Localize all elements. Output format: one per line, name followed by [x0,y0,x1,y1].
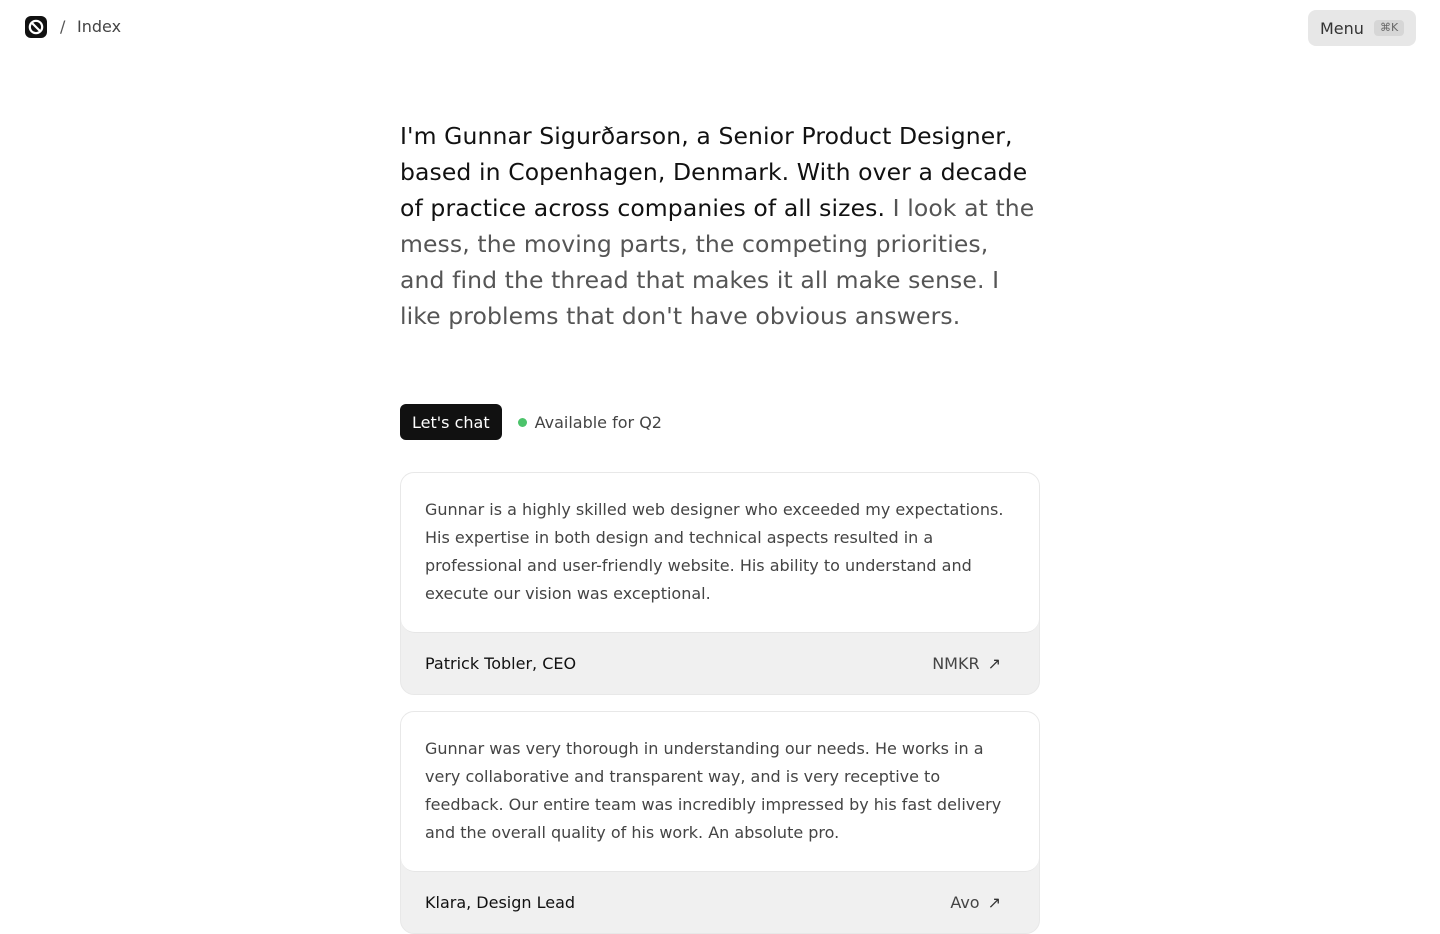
intro-primary: I'm Gunnar Sigurðarson, a Senior Product Designer, based in Copenhagen, Denmark. With over a decade of practice across companies of all sizes. [400,122,1028,222]
testimonial-footer [401,633,1039,694]
top-bar [0,0,1440,56]
company-name: NMKR [932,654,980,673]
testimonial-quote: Gunnar is a highly skilled web designer who exceeded my expectations. His expertise in both design and technical aspects resulted in a professional and user-friendly website. His ability to understand and execute our vision was exceptional. [425,500,1004,603]
testimonial-body [401,712,1039,872]
company-link[interactable] [950,893,1001,912]
testimonial-body [401,473,1039,633]
main-content [400,118,1040,432]
lets-chat-button[interactable]: Let's chat [400,404,502,440]
arrow-up-right-icon: ↗ [987,654,1001,673]
intro-secondary: I look at the mess, the moving parts, the competing priorities, and find the thread that makes it all make sense. I like problems that don't have obvious answers. [400,194,1035,330]
intro-text [400,118,1040,334]
company-link[interactable] [932,654,1001,673]
availability-label: Available for Q2 [534,412,662,432]
testimonial-quote: Gunnar was very thorough in understanding our needs. He works in a very collaborative and transparent way, and is very receptive to feedback. Our entire team was incredibly impressed by his fast delivery and the overall quality of his work. An absolute pro. [425,739,1002,842]
testimonial-author: Klara, Design Lead [425,893,576,912]
menu-shortcut-badge: ⌘K [1374,20,1404,36]
testimonial-author: Patrick Tobler, CEO [425,654,577,673]
availability-status [518,413,662,432]
menu-button[interactable] [1308,10,1416,46]
menu-label: Menu [1320,18,1364,38]
company-name: Avo [950,893,980,912]
breadcrumb-current[interactable]: Index [77,17,122,36]
arrow-up-right-icon: ↗ [987,893,1001,912]
breadcrumb-separator: / [60,17,66,36]
cta-row [400,404,662,440]
logo-icon[interactable] [25,16,47,38]
testimonial-footer [401,872,1039,933]
status-dot-icon [518,418,527,427]
testimonial-card [400,711,1040,934]
testimonial-card [400,472,1040,695]
